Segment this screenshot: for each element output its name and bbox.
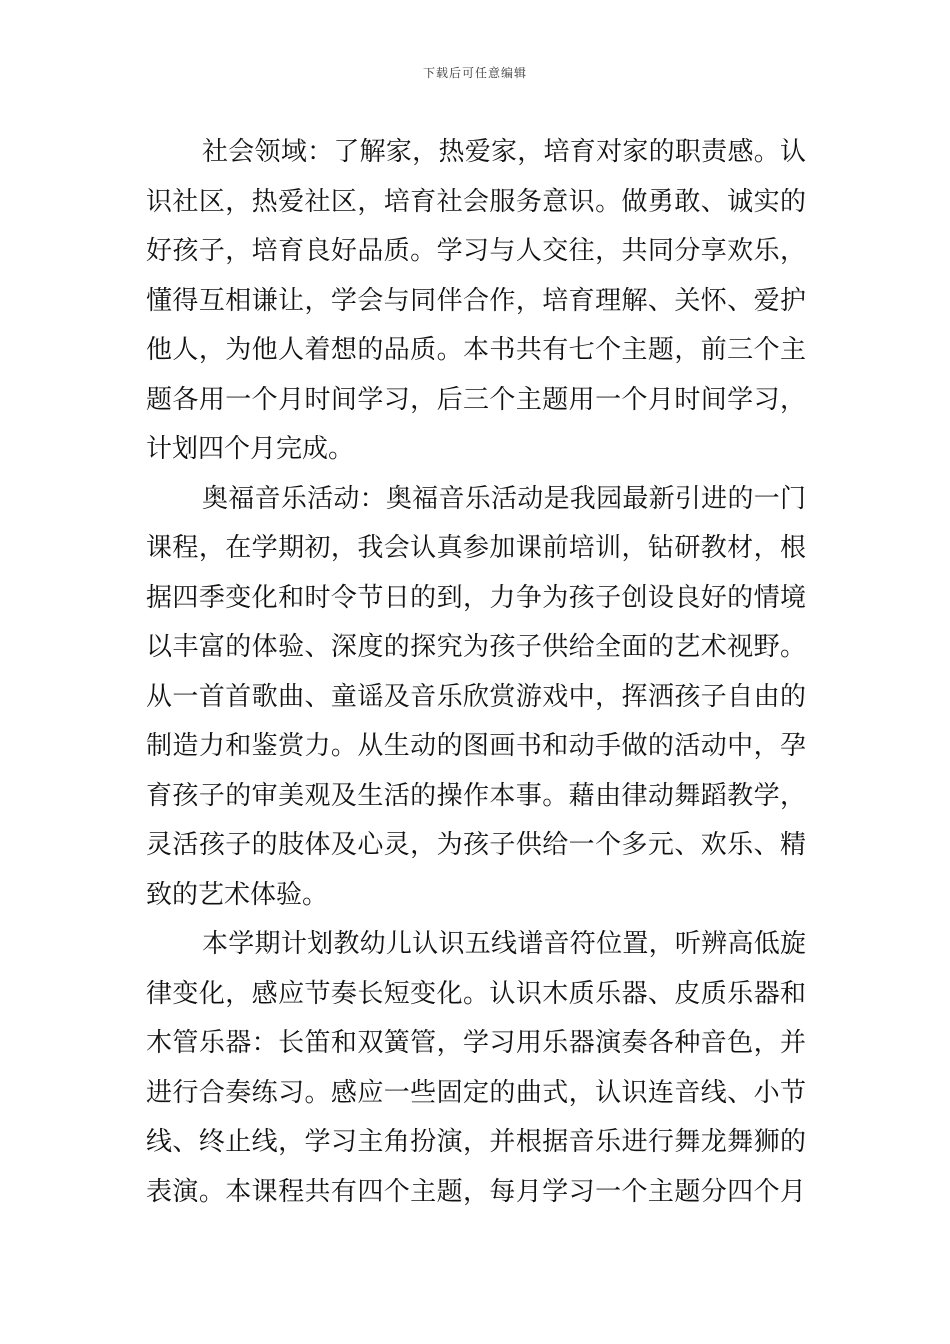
paragraph-2-line-9: 致的艺术体验。 <box>146 879 329 910</box>
paragraph-3-line-3: 木管乐器：长笛和双簧管，学习用乐器演奏各种音色，并 <box>146 1028 806 1058</box>
paragraph-3-line-1: 本学期计划教幼儿认识五线谱音符位置，听辨高低旋 <box>202 929 806 959</box>
paragraph-2-line-1: 奥福音乐活动：奥福音乐活动是我园最新引进的一门 <box>202 483 806 514</box>
paragraph-1-line-1: 社会领域：了解家，热爱家，培育对家的职责感。认 <box>202 137 806 167</box>
paragraph-3-line-4: 进行合奏练习。感应一些固定的曲式，认识连音线、小节 <box>146 1077 806 1108</box>
page-header-note: 下载后可任意编辑 <box>422 66 527 80</box>
paragraph-1-line-7: 计划四个月完成。 <box>146 434 355 464</box>
paragraph-3-line-6: 表演。本课程共有四个主题，每月学习一个主题分四个月 <box>146 1176 806 1207</box>
paragraph-1-line-2: 识社区，热爱社区，培育社会服务意识。做勇敢、诚实的 <box>146 186 806 217</box>
paragraph-1-line-4: 懂得互相谦让，学会与同伴合作，培育理解、关怀、爱护 <box>146 285 806 316</box>
paragraph-3-line-5: 线、终止线，学习主角扮演，并根据音乐进行舞龙舞狮的 <box>146 1127 806 1157</box>
document-body <box>146 128 806 1217</box>
paragraph-2-line-7: 育孩子的审美观及生活的操作本事。藉由律动舞蹈教学， <box>146 780 806 811</box>
paragraph-2-line-3: 据四季变化和时令节日的到，力争为孩子创设良好的情境 <box>146 582 806 613</box>
paragraph-2-line-8: 灵活孩子的肢体及心灵，为孩子供给一个多元、欢乐、精 <box>146 830 806 860</box>
paragraph-2-line-2: 课程，在学期初，我会认真参加课前培训，钻研教材，根 <box>146 533 806 563</box>
paragraph-1-line-3: 好孩子，培育良好品质。学习与人交往，共同分享欢乐， <box>146 236 806 266</box>
paragraph-2-line-4: 以丰富的体验、深度的探究为孩子供给全面的艺术视野。 <box>146 632 806 662</box>
paragraph-2-line-6: 制造力和鉴赏力。从生动的图画书和动手做的活动中，孕 <box>146 731 806 761</box>
paragraph-2-line-5: 从一首首歌曲、童谣及音乐欣赏游戏中，挥洒孩子自由的 <box>146 681 806 712</box>
paragraph-1-line-6: 题各用一个月时间学习，后三个主题用一个月时间学习， <box>146 384 806 415</box>
paragraph-3-line-2: 律变化，感应节奏长短变化。认识木质乐器、皮质乐器和 <box>146 978 806 1009</box>
paragraph-1-line-5: 他人，为他人着想的品质。本书共有七个主题，前三个主 <box>146 335 806 365</box>
